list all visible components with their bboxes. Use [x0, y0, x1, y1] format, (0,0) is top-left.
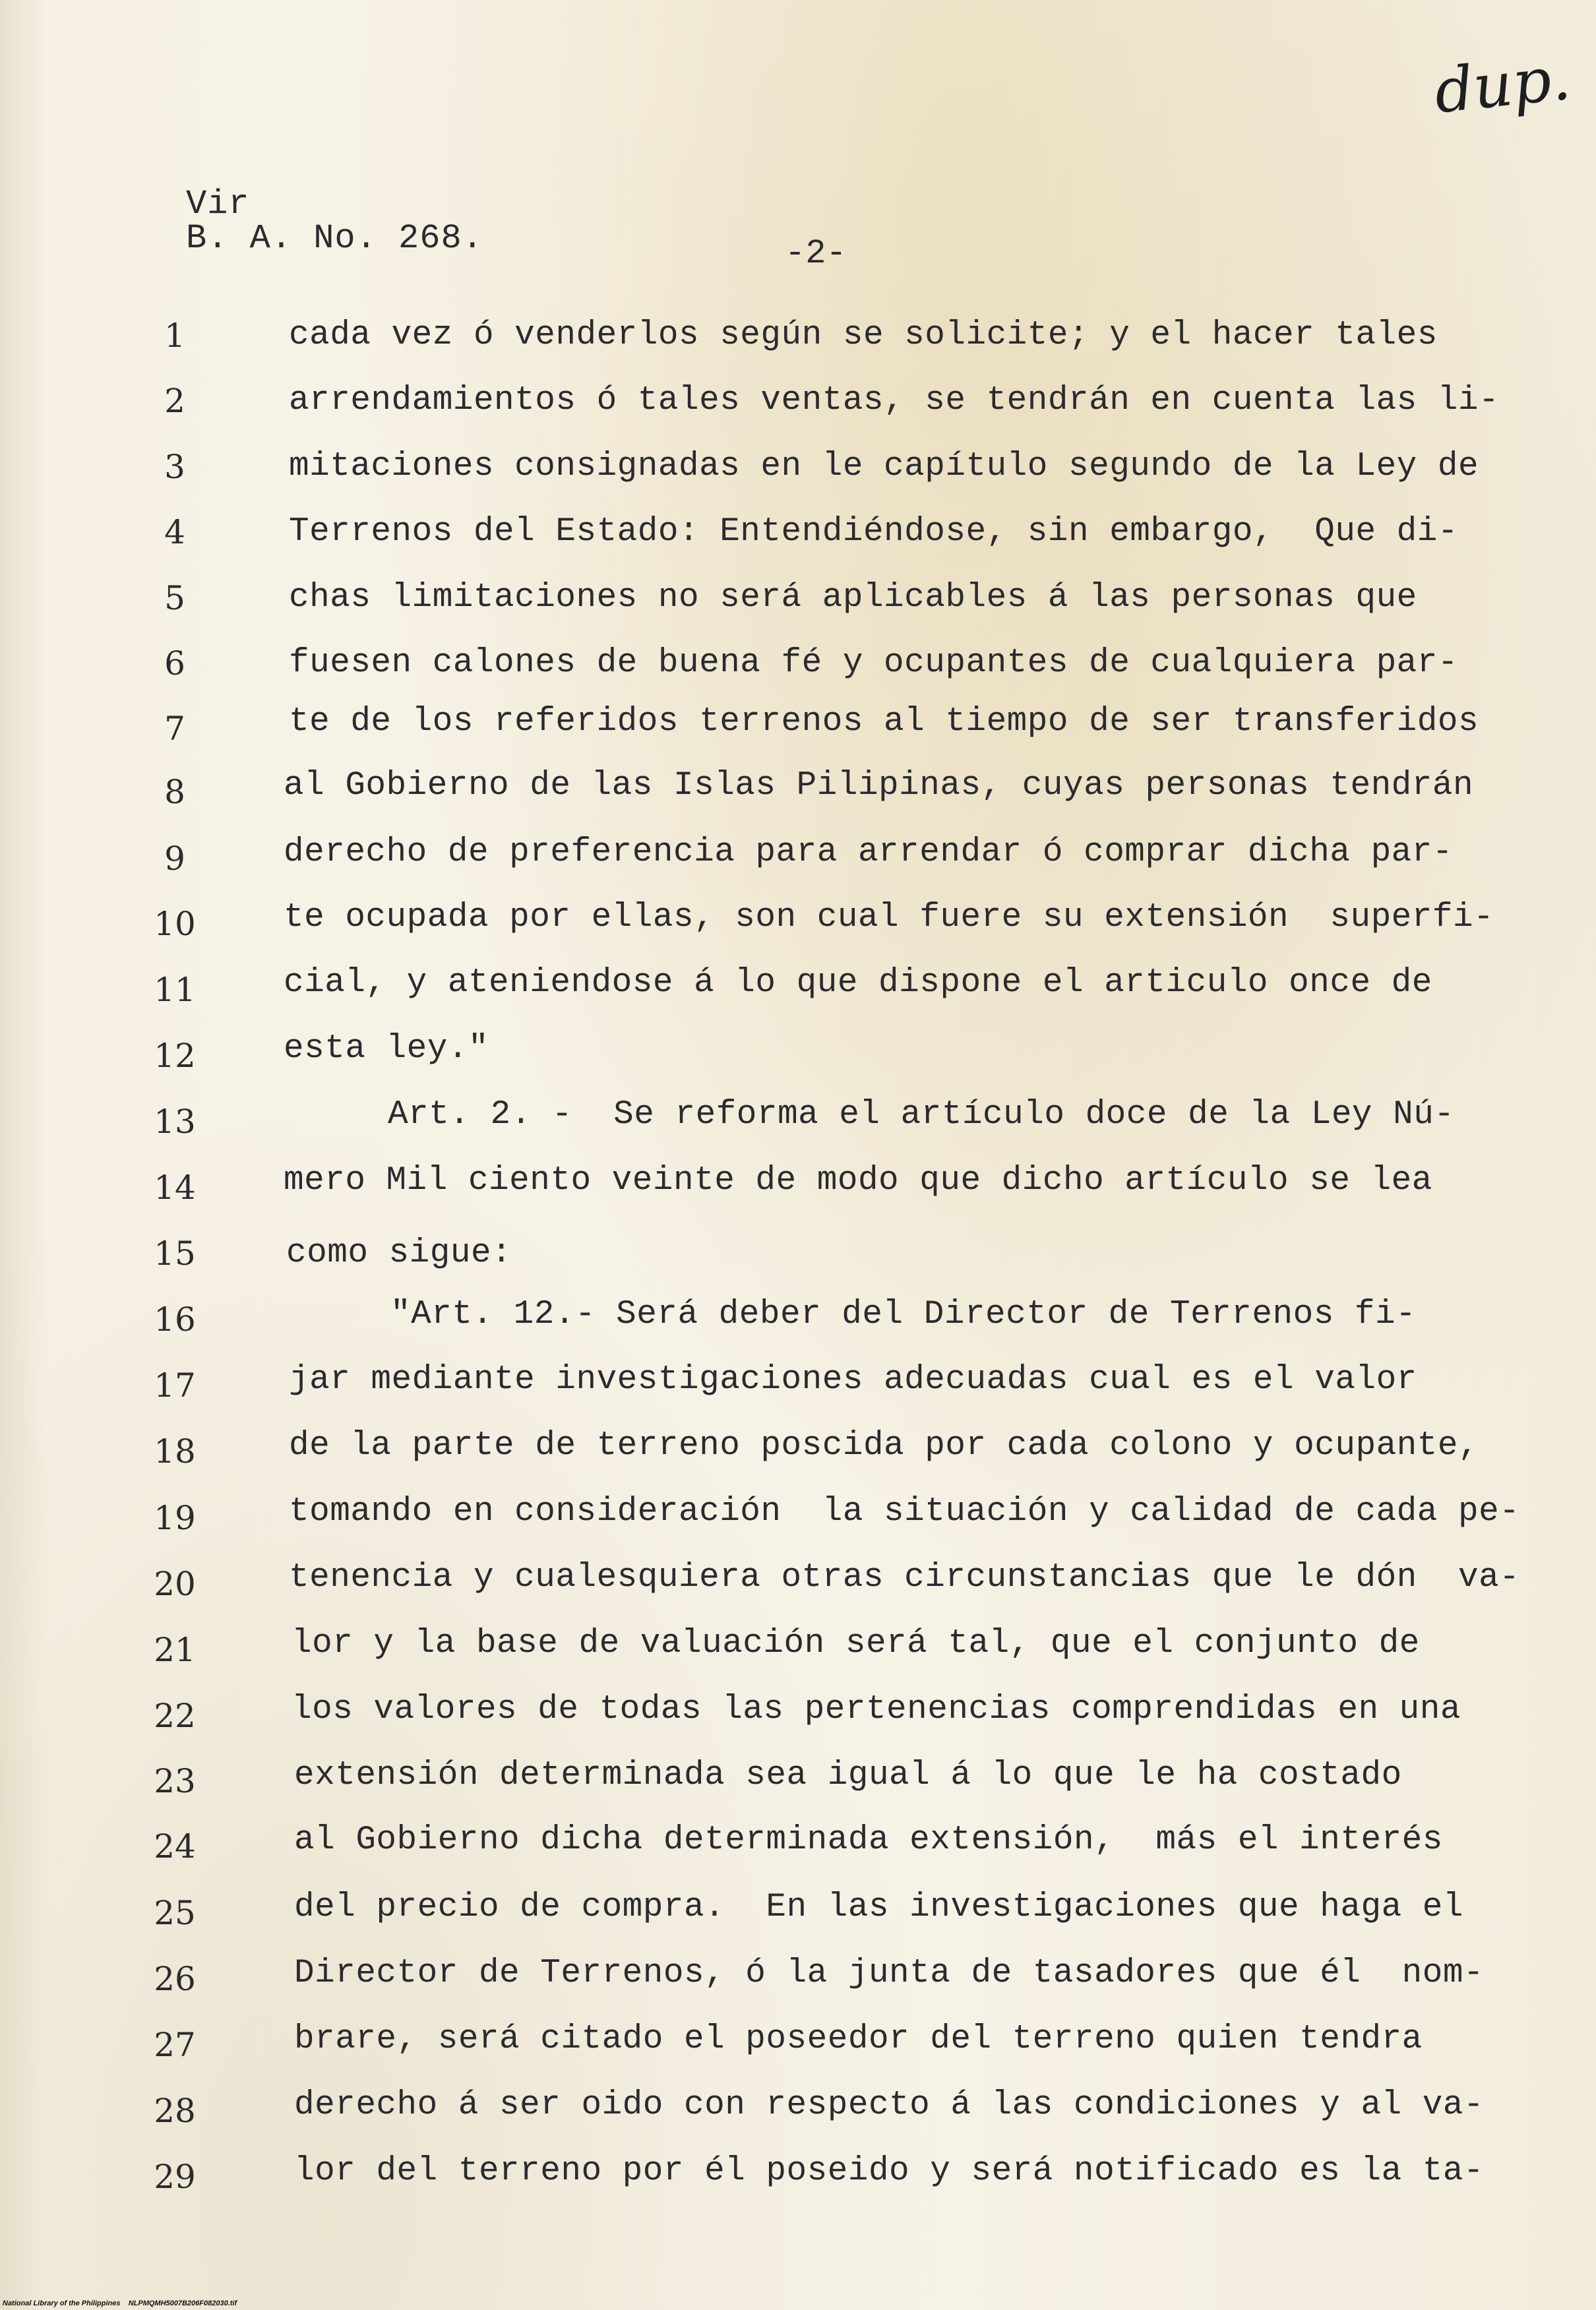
line-number: 21: [154, 1631, 196, 1669]
line-number: 20: [154, 1565, 196, 1603]
line-number: 9: [164, 839, 185, 878]
line-text: esta ley.": [284, 1030, 489, 1068]
line-number: 16: [154, 1300, 196, 1339]
header-author: Vir: [186, 185, 250, 224]
line-number: 4: [164, 513, 185, 551]
line-text: mitaciones consignadas en le capítulo segundo de la Ley de: [289, 448, 1479, 485]
line-number: 13: [154, 1103, 196, 1141]
line-number: 25: [154, 1894, 196, 1932]
line-text: extensión determinada sea igual á lo que le ha costado: [294, 1757, 1402, 1794]
page-number: -2-: [785, 234, 847, 273]
line-text: como sigue:: [286, 1234, 512, 1272]
line-text: del precio de compra. En las investigaciones que haga el: [294, 1889, 1463, 1926]
line-text: tomando en consideración la situación y calidad de cada pe-: [289, 1493, 1520, 1531]
line-text: arrendamientos ó tales ventas, se tendrán en cuenta las li-: [289, 382, 1500, 419]
line-number: 28: [154, 2092, 196, 2130]
line-number: 8: [164, 773, 185, 811]
line-text: Director de Terrenos, ó la junta de tasadores que él nom-: [294, 1955, 1485, 1992]
line-text: brare, será citado el poseedor del terreno quien tendra: [294, 2021, 1423, 2058]
line-text: lor del terreno por él poseido y será notificado es la ta-: [294, 2152, 1485, 2190]
line-number: 10: [154, 905, 196, 943]
line-text: chas limitaciones no será aplicables á las personas que: [289, 579, 1417, 617]
line-text: fuesen calones de buena fé y ocupantes de cualquiera par-: [289, 644, 1458, 682]
line-text: de la parte de terreno poscida por cada colono y ocupante,: [289, 1427, 1479, 1465]
line-number: 18: [154, 1432, 196, 1471]
line-text: cial, y ateniendose á lo que dispone el articulo once de: [284, 964, 1432, 1002]
line-number: 22: [154, 1697, 196, 1735]
line-number: 11: [154, 971, 196, 1009]
line-number: 26: [154, 1960, 196, 1998]
line-number: 6: [164, 644, 185, 683]
line-text: te ocupada por ellas, son cual fuere su extensión superfi-: [284, 899, 1494, 936]
line-text: al Gobierno de las Islas Pilipinas, cuyas personas tendrán: [284, 767, 1474, 805]
line-number: 12: [154, 1037, 196, 1075]
handwritten-annotation: dup.: [1430, 42, 1574, 127]
line-text: te de los referidos terrenos al tiempo de ser transferidos: [289, 703, 1479, 741]
line-number: 29: [154, 2158, 196, 2196]
line-text: tenencia y cualesquiera otras circunstancias que le dón va-: [289, 1559, 1520, 1596]
line-number: 14: [154, 1169, 196, 1207]
line-text: los valores de todas las pertenencias comprendidas en una: [292, 1691, 1461, 1728]
line-text: jar mediante investigaciones adecuadas cual es el valor: [289, 1361, 1417, 1399]
header-bill-number: B. A. No. 268.: [186, 219, 483, 258]
line-text: al Gobierno dicha determinada extensión, más el interés: [294, 1821, 1443, 1859]
line-number: 24: [154, 1827, 196, 1866]
line-text: Art. 2. - Se reforma el artículo doce de la Ley Nú-: [388, 1096, 1455, 1134]
archive-footer: National Library of the Philippines NLPMQMH5007B206F082030.tif: [3, 2299, 237, 2307]
line-number: 7: [164, 710, 185, 748]
line-number: 23: [154, 1762, 196, 1800]
line-number: 3: [164, 448, 185, 486]
line-number: 19: [154, 1499, 196, 1537]
line-number: 15: [154, 1234, 196, 1273]
line-text: Terrenos del Estado: Entendiéndose, sin embargo, Que di-: [289, 513, 1458, 551]
line-text: derecho de preferencia para arrendar ó comprar dicha par-: [284, 834, 1453, 871]
line-number: 1: [164, 317, 185, 355]
line-text: cada vez ó venderlos según se solicite; y el hacer tales: [289, 317, 1438, 354]
line-text: mero Mil ciento veinte de modo que dicho artículo se lea: [284, 1162, 1432, 1200]
line-number: 2: [164, 382, 185, 420]
line-text: lor y la base de valuación será tal, que el conjunto de: [292, 1625, 1420, 1662]
line-text: derecho á ser oido con respecto á las condiciones y al va-: [294, 2086, 1485, 2124]
line-number: 5: [164, 579, 185, 617]
line-number: 17: [154, 1366, 196, 1405]
line-text: "Art. 12.- Será deber del Director de Terrenos fi-: [390, 1296, 1417, 1333]
line-number: 27: [154, 2026, 196, 2064]
